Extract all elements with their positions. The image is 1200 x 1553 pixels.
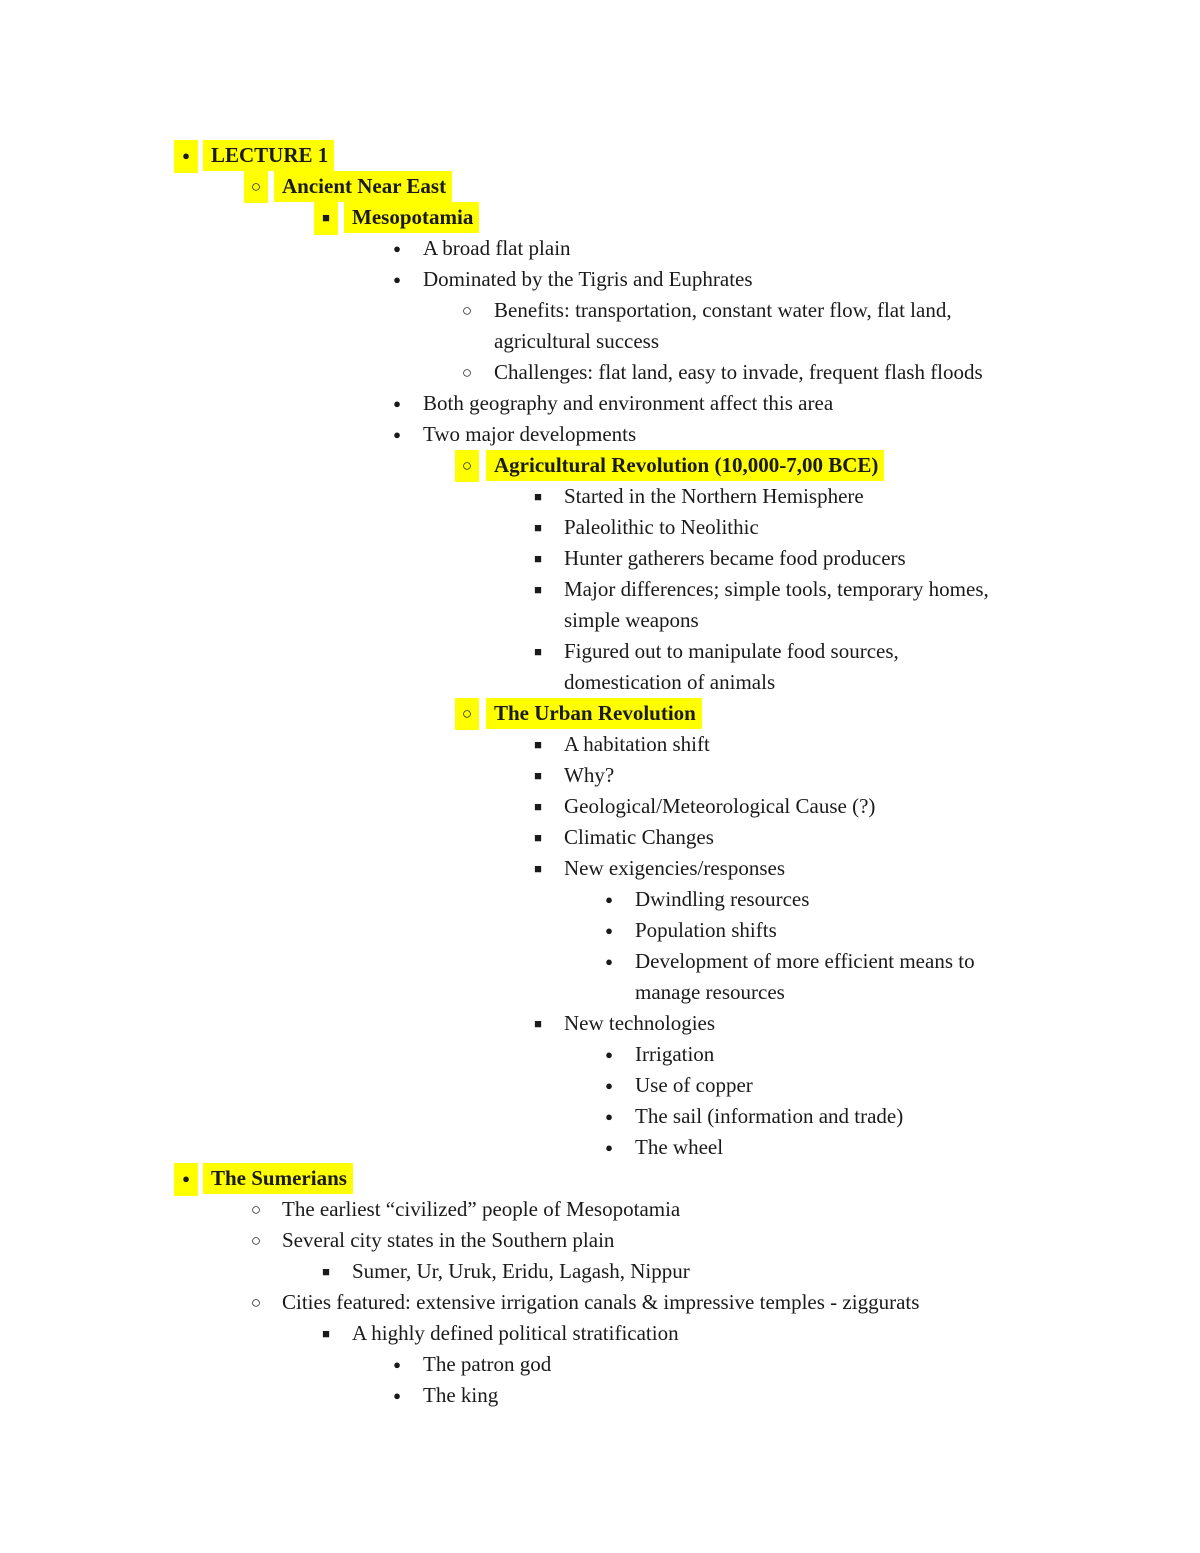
outline-item xyxy=(0,1256,1200,1287)
circle-bullet-icon xyxy=(244,1287,268,1319)
outline-heading: The Urban Revolution xyxy=(486,698,702,729)
outline-item xyxy=(0,233,1200,264)
outline-text: simple weapons xyxy=(564,608,699,632)
disc-bullet-icon xyxy=(597,915,621,948)
outline-item xyxy=(0,729,1200,760)
disc-bullet-icon xyxy=(385,388,409,421)
outline-item xyxy=(0,1380,1200,1411)
outline-text: Sumer, Ur, Uruk, Eridu, Lagash, Nippur xyxy=(352,1259,690,1283)
disc-bullet-icon xyxy=(597,884,621,917)
outline-text: Cities featured: extensive irrigation canals & impressive temples - ziggurats xyxy=(282,1290,920,1314)
outline-item xyxy=(0,1070,1200,1101)
disc-bullet-icon xyxy=(597,1132,621,1165)
outline-text: Dwindling resources xyxy=(635,887,810,911)
disc-bullet-icon xyxy=(385,264,409,297)
square-bullet-icon xyxy=(526,1008,550,1041)
outline-text: Challenges: flat land, easy to invade, frequent flash floods xyxy=(494,360,983,384)
circle-bullet-icon xyxy=(455,450,479,482)
outline-text: Hunter gatherers became food producers xyxy=(564,546,906,570)
square-bullet-icon xyxy=(526,791,550,824)
disc-bullet-icon xyxy=(597,1039,621,1072)
lecture-outline xyxy=(0,140,1200,1411)
disc-bullet-icon xyxy=(597,946,621,979)
outline-text: The sail (information and trade) xyxy=(635,1104,904,1128)
outline-item xyxy=(0,264,1200,295)
circle-bullet-icon xyxy=(244,1225,268,1257)
circle-bullet-icon xyxy=(455,357,479,389)
outline-item xyxy=(0,1225,1200,1256)
square-bullet-icon xyxy=(526,481,550,514)
disc-bullet-icon xyxy=(174,1163,198,1196)
outline-heading: Agricultural Revolution (10,000-7,00 BCE) xyxy=(486,450,884,481)
outline-item xyxy=(0,636,1200,667)
outline-text: The king xyxy=(423,1383,499,1407)
outline-item xyxy=(0,1349,1200,1380)
square-bullet-icon xyxy=(314,1318,338,1351)
square-bullet-icon xyxy=(526,543,550,576)
outline-item xyxy=(0,1163,1200,1194)
outline-text: Benefits: transportation, constant water flow, flat land, xyxy=(494,298,952,322)
outline-text: Figured out to manipulate food sources, xyxy=(564,639,899,663)
outline-item xyxy=(0,1101,1200,1132)
disc-bullet-icon xyxy=(597,1101,621,1134)
outline-item xyxy=(0,1132,1200,1163)
square-bullet-icon xyxy=(526,729,550,762)
outline-text: The wheel xyxy=(635,1135,724,1159)
outline-text: Dominated by the Tigris and Euphrates xyxy=(423,267,753,291)
outline-item xyxy=(0,1194,1200,1225)
outline-heading: The Sumerians xyxy=(203,1163,353,1194)
outline-item xyxy=(0,357,1200,388)
square-bullet-icon xyxy=(526,760,550,793)
outline-item xyxy=(0,791,1200,822)
outline-heading: Mesopotamia xyxy=(344,202,479,233)
outline-heading: LECTURE 1 xyxy=(203,140,334,171)
outline-text: Development of more efficient means to xyxy=(635,949,975,973)
square-bullet-icon xyxy=(526,512,550,545)
outline-item xyxy=(0,1008,1200,1039)
outline-text: Paleolithic to Neolithic xyxy=(564,515,759,539)
disc-bullet-icon xyxy=(385,233,409,266)
outline-item xyxy=(0,915,1200,946)
outline-text: Climatic Changes xyxy=(564,825,714,849)
outline-item xyxy=(0,853,1200,884)
outline-item xyxy=(0,326,1200,357)
outline-item xyxy=(0,481,1200,512)
square-bullet-icon xyxy=(314,202,338,235)
outline-item xyxy=(0,388,1200,419)
outline-item xyxy=(0,450,1200,481)
outline-text: Two major developments xyxy=(423,422,637,446)
disc-bullet-icon xyxy=(597,1070,621,1103)
outline-item xyxy=(0,543,1200,574)
circle-bullet-icon xyxy=(455,698,479,730)
outline-item xyxy=(0,295,1200,326)
outline-text: A highly defined political stratification xyxy=(352,1321,679,1345)
disc-bullet-icon xyxy=(385,419,409,452)
square-bullet-icon xyxy=(526,636,550,669)
outline-item xyxy=(0,512,1200,543)
outline-item xyxy=(0,946,1200,977)
outline-item xyxy=(0,698,1200,729)
circle-bullet-icon xyxy=(244,1194,268,1226)
disc-bullet-icon xyxy=(385,1349,409,1382)
outline-item xyxy=(0,977,1200,1008)
square-bullet-icon xyxy=(526,822,550,855)
outline-item xyxy=(0,884,1200,915)
outline-text: Started in the Northern Hemisphere xyxy=(564,484,864,508)
outline-item xyxy=(0,1039,1200,1070)
outline-item xyxy=(0,574,1200,605)
outline-text: New exigencies/responses xyxy=(564,856,786,880)
outline-item xyxy=(0,202,1200,233)
circle-bullet-icon xyxy=(244,171,268,203)
outline-text: Geological/Meteorological Cause (?) xyxy=(564,794,876,818)
outline-item xyxy=(0,140,1200,171)
outline-text: Both geography and environment affect this area xyxy=(423,391,834,415)
outline-item xyxy=(0,667,1200,698)
square-bullet-icon xyxy=(526,853,550,886)
outline-text: A broad flat plain xyxy=(423,236,571,260)
outline-text: Irrigation xyxy=(635,1042,715,1066)
square-bullet-icon xyxy=(314,1256,338,1289)
square-bullet-icon xyxy=(526,574,550,607)
outline-text: The patron god xyxy=(423,1352,552,1376)
outline-item xyxy=(0,760,1200,791)
disc-bullet-icon xyxy=(174,140,198,173)
outline-text: Several city states in the Southern plain xyxy=(282,1228,615,1252)
outline-item xyxy=(0,1318,1200,1349)
outline-item xyxy=(0,419,1200,450)
outline-heading: Ancient Near East xyxy=(274,171,452,202)
circle-bullet-icon xyxy=(455,295,479,327)
disc-bullet-icon xyxy=(385,1380,409,1413)
outline-item xyxy=(0,822,1200,853)
outline-text: A habitation shift xyxy=(564,732,710,756)
outline-text: Why? xyxy=(564,763,615,787)
outline-text: domestication of animals xyxy=(564,670,776,694)
outline-text: New technologies xyxy=(564,1011,716,1035)
outline-item xyxy=(0,1287,1200,1318)
outline-text: Use of copper xyxy=(635,1073,753,1097)
outline-text: Major differences; simple tools, temporary homes, xyxy=(564,577,989,601)
outline-text: Population shifts xyxy=(635,918,777,942)
outline-text: manage resources xyxy=(635,980,785,1004)
outline-item xyxy=(0,605,1200,636)
outline-text: agricultural success xyxy=(494,329,660,353)
outline-text: The earliest “civilized” people of Mesopotamia xyxy=(282,1197,681,1221)
outline-item xyxy=(0,171,1200,202)
